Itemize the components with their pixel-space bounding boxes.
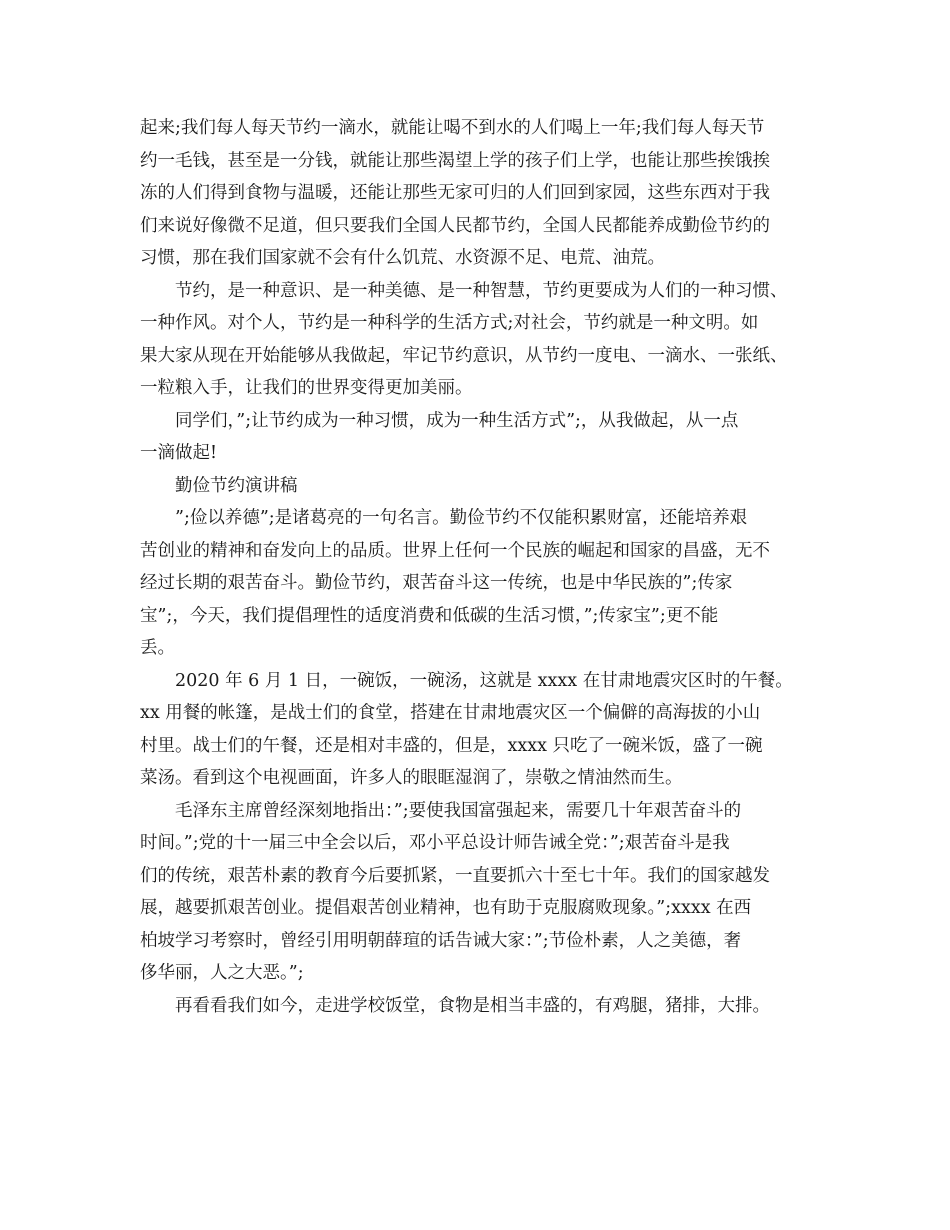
text-line: 们来说好像微不足道，但只要我们全国人民都节约，全国人民都能养成勤俭节约的	[140, 215, 770, 236]
paragraph-first-line: 再看看我们如今，走进学校饭堂，食物是相当丰盛的，有鸡腿，猪排，大排。	[175, 995, 770, 1016]
paragraph-first-line: 2020 年 6 月 1 日，一碗饭，一碗汤，这就是 xxxx 在甘肃地震灾区时的午餐。	[175, 670, 793, 691]
paragraph-first-line: 同学们，”;让节约成为一种习惯，成为一种生活方式”;，从我做起，从一点	[175, 410, 739, 431]
text-line: 展，越要抓艰苦创业。提倡艰苦创业精神，也有助于克服腐败现象。”;xxxx 在西	[140, 898, 752, 918]
section-heading: 勤俭节约演讲稿	[175, 475, 298, 496]
text-line: 侈华丽，人之大恶。”;	[140, 963, 304, 983]
text-line: 一粒粮入手，让我们的世界变得更加美丽。	[140, 378, 473, 398]
paragraph-first-line: 节约，是一种意识、是一种美德、是一种智慧，节约更要成为人们的一种习惯、	[175, 280, 788, 301]
text-line: 村里。战士们的午餐，还是相对丰盛的，但是，xxxx 只吃了一碗米饭，盛了一碗	[140, 735, 763, 756]
text-line: 习惯，那在我们国家就不会有什么饥荒、水资源不足、电荒、油荒。	[140, 248, 665, 268]
text-line: 们的传统，艰苦朴素的教育今后要抓紧，一直要抓六十至七十年。我们的国家越发	[140, 865, 770, 886]
text-line: 丢。	[140, 638, 175, 658]
text-line: 时间。”;党的十一届三中全会以后，邓小平总设计师告诫全党：”;艰苦奋斗是我	[140, 833, 730, 853]
text-line: 冻的人们得到食物与温暖，还能让那些无家可归的人们回到家园，这些东西对于我	[140, 183, 770, 203]
text-line: 一滴做起!	[140, 443, 218, 463]
text-line: 果大家从现在开始能够从我做起，牢记节约意识，从节约一度电、一滴水、一张纸、	[140, 345, 788, 366]
text-line: 约一毛钱，甚至是一分钱，就能让那些渴望上学的孩子们上学，也能让那些挨饿挨	[140, 150, 770, 171]
text-line: 起来;我们每人每天节约一滴水，就能让喝不到水的人们喝上一年;我们每人每天节	[140, 118, 765, 138]
text-line: 一种作风。对个人，节约是一种科学的生活方式;对社会，节约就是一种文明。如	[140, 313, 759, 333]
text-line: 菜汤。看到这个电视画面，许多人的眼眶湿润了，崇敬之情油然而生。	[140, 768, 683, 788]
text-line: 经过长期的艰苦奋斗。勤俭节约，艰苦奋斗这一传统，也是中华民族的”;传家	[140, 573, 733, 593]
paragraph-first-line: 毛泽东主席曾经深刻地指出：”;要使我国富强起来，需要几十年艰苦奋斗的	[175, 800, 742, 821]
paragraph-first-line: ”;俭以养德”;是诸葛亮的一句名言。勤俭节约不仅能积累财富，还能培养艰	[175, 508, 748, 528]
text-line: 宝”;，今天，我们提倡理性的适度消费和低碳的生活习惯，”;传家宝”;更不能	[140, 605, 719, 626]
document-body	[140, 112, 820, 1022]
text-line: 柏坡学习考察时，曾经引用明朝薛瑄的话告诫大家：”;节俭朴素，人之美德，奢	[140, 930, 742, 951]
text-line: 苦创业的精神和奋发向上的品质。世界上任何一个民族的崛起和国家的昌盛，无不	[140, 540, 770, 561]
text-line: xx 用餐的帐篷，是战士们的食堂，搭建在甘肃地震灾区一个偏僻的高海拔的小山	[140, 703, 761, 723]
